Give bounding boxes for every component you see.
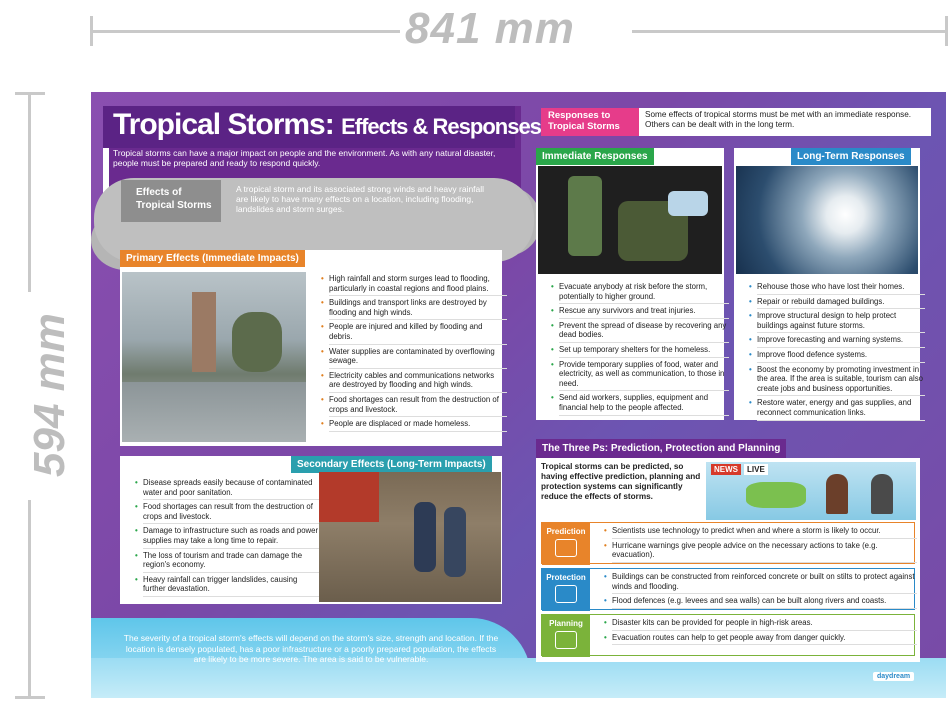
height-dimension-cap-bottom xyxy=(15,696,45,699)
intro-text: Tropical storms can have a major impact on people and the environment. As with any natural disaster, people must be prepared and ready to respond quickly. xyxy=(113,148,496,168)
height-dimension-line-top xyxy=(28,92,31,292)
prediction-tag: Prediction xyxy=(542,523,590,565)
planning-row xyxy=(541,614,915,656)
height-dimension-label: 594 mm xyxy=(25,313,74,477)
list-item: • Prevent the spread of disease by recovering any dead bodies. xyxy=(559,321,729,343)
news-broadcast-illustration xyxy=(706,462,916,520)
list-item: • Restore water, energy and gas supplies, and reconnect communication links. xyxy=(757,398,925,420)
chart-icon xyxy=(555,539,577,557)
protection-row xyxy=(541,568,915,610)
list-item: • Damage to infrastructure such as roads and power supplies may take a long time to repair. xyxy=(143,526,321,548)
list-item: • Hurricane warnings give people advice on the necessary actions to take (e.g. evacuation). xyxy=(612,541,917,563)
lantern xyxy=(568,176,602,256)
shield-icon xyxy=(555,585,577,603)
list-item: • Boost the economy by promoting investment in the area. If the area is suitable, tourism can also create jobs and business opportunities. xyxy=(757,365,925,397)
list-item: • Flood defences (e.g. levees and sea walls) can be built along rivers and coasts. xyxy=(612,596,917,609)
list-item: • Disease spreads easily because of contaminated water and poor sanitation. xyxy=(143,478,321,500)
list-item: • Evacuate anybody at risk before the storm, potentially to higher ground. xyxy=(559,282,729,304)
poster xyxy=(91,92,946,698)
longterm-responses-list xyxy=(747,282,925,423)
list-item: • Improve flood defence systems. xyxy=(757,350,925,363)
list-item: • The loss of tourism and trade can damage the region's economy. xyxy=(143,551,321,573)
person-figure-2 xyxy=(444,507,466,577)
news-anchor-2 xyxy=(871,474,893,514)
width-dimension-line-right xyxy=(632,30,947,33)
person-figure xyxy=(414,502,436,572)
width-dimension-label: 841 mm xyxy=(405,4,575,53)
severity-text: The severity of a tropical storm's effects will depend on the storm's size, strength and location. If the location is densely populated, has a poor infrastructure or a poorly prepared population, the effects are likely to be more severe. The area is said to be vulnerable. xyxy=(123,633,499,664)
list-item: • Buildings can be constructed from reinforced concrete or built on stilts to protect against winds and flooding. xyxy=(612,572,917,594)
world-map-shape xyxy=(746,482,806,508)
list-item: • Provide temporary supplies of food, water and electricity, as well as communication, to those in need. xyxy=(559,360,729,392)
page-title: Tropical Storms: Effects & Responses xyxy=(113,108,541,141)
page-subtitle: Effects & Responses xyxy=(341,114,541,139)
list-item: • Disaster kits can be provided for people in high-risk areas. xyxy=(612,618,917,631)
hurricane-satellite-photo xyxy=(736,166,918,274)
list-item: • People are displaced or made homeless. xyxy=(329,419,507,432)
list-item: • Food shortages can result from the destruction of crops and livestock. xyxy=(329,395,507,417)
emergency-supplies-photo xyxy=(538,166,722,274)
list-item: • Scientists use technology to predict when and where a storm is likely to occur. xyxy=(612,526,917,539)
protection-tag: Protection xyxy=(542,569,590,611)
list-item: • Improve forecasting and warning systems. xyxy=(757,335,925,348)
tower-building xyxy=(192,292,216,372)
trees xyxy=(232,312,282,372)
immediate-responses-heading: Immediate Responses xyxy=(536,148,654,165)
news-badge: NEWS xyxy=(711,464,741,475)
width-dimension-cap-right xyxy=(945,16,948,46)
planning-list xyxy=(602,618,917,647)
primary-effects-heading: Primary Effects (Immediate Impacts) xyxy=(120,250,305,267)
effects-title: Effects of Tropical Storms xyxy=(136,187,212,211)
prediction-row xyxy=(541,522,915,564)
width-dimension-line-left xyxy=(90,30,400,33)
threeps-intro: Tropical storms can be predicted, so having effective prediction, planning and protection systems can significantly reduce the effects of storms. xyxy=(541,462,701,501)
floodwater xyxy=(122,382,306,442)
immediate-responses-list xyxy=(549,282,729,418)
list-item: • Buildings and transport links are destroyed by flooding and high winds. xyxy=(329,298,507,320)
threeps-heading: The Three Ps: Prediction, Protection and Planning xyxy=(536,439,786,458)
effects-text: A tropical storm and its associated strong winds and heavy rainfall are likely to have many effects on a location, including flooding, landslides and storm surges. xyxy=(236,184,485,214)
flood-street-photo xyxy=(122,272,306,442)
daydream-logo: daydream xyxy=(873,672,914,681)
list-item: • Heavy rainfall can trigger landslides, causing further devastation. xyxy=(143,575,321,597)
cleanup-photo xyxy=(319,472,501,602)
news-anchor-1 xyxy=(826,474,848,514)
clipboard-icon xyxy=(555,631,577,649)
secondary-effects-list xyxy=(133,478,321,599)
responses-tag-label: Responses to Tropical Storms xyxy=(548,110,620,132)
live-badge: LIVE xyxy=(744,464,768,475)
list-item: • Rehouse those who have lost their homes. xyxy=(757,282,925,295)
longterm-responses-heading: Long-Term Responses xyxy=(791,148,911,165)
list-item: • Send aid workers, supplies, equipment and financial help to the people affected. xyxy=(559,393,729,415)
list-item: • Water supplies are contaminated by overflowing sewage. xyxy=(329,347,507,369)
list-item: • People are injured and killed by flooding and debris. xyxy=(329,322,507,344)
list-item: • Repair or rebuild damaged buildings. xyxy=(757,297,925,310)
list-item: • Improve structural design to help protect buildings against future storms. xyxy=(757,311,925,333)
list-item: • Food shortages can result from the destruction of crops and livestock. xyxy=(143,502,321,524)
list-item: • Rescue any survivors and treat injuries. xyxy=(559,306,729,319)
responses-intro-text: Some effects of tropical storms must be met with an immediate response. Others can be dealt with in the long term. xyxy=(645,110,912,129)
list-item: • High rainfall and storm surges lead to flooding, particularly in coastal regions and flood plains. xyxy=(329,274,507,296)
planning-tag: Planning xyxy=(542,615,590,657)
red-vehicle xyxy=(319,472,379,522)
protection-list xyxy=(602,572,917,611)
list-item: • Electricity cables and communications networks are destroyed by flooding and high winds. xyxy=(329,371,507,393)
height-dimension-line-bottom xyxy=(28,500,31,698)
primary-effects-list xyxy=(319,274,507,434)
list-item: • Evacuation routes can help to get people away from danger quickly. xyxy=(612,633,917,646)
secondary-effects-heading: Secondary Effects (Long-Term Impacts) xyxy=(291,456,492,473)
face-mask xyxy=(668,191,708,216)
prediction-list xyxy=(602,526,917,565)
list-item: • Set up temporary shelters for the homeless. xyxy=(559,345,729,358)
